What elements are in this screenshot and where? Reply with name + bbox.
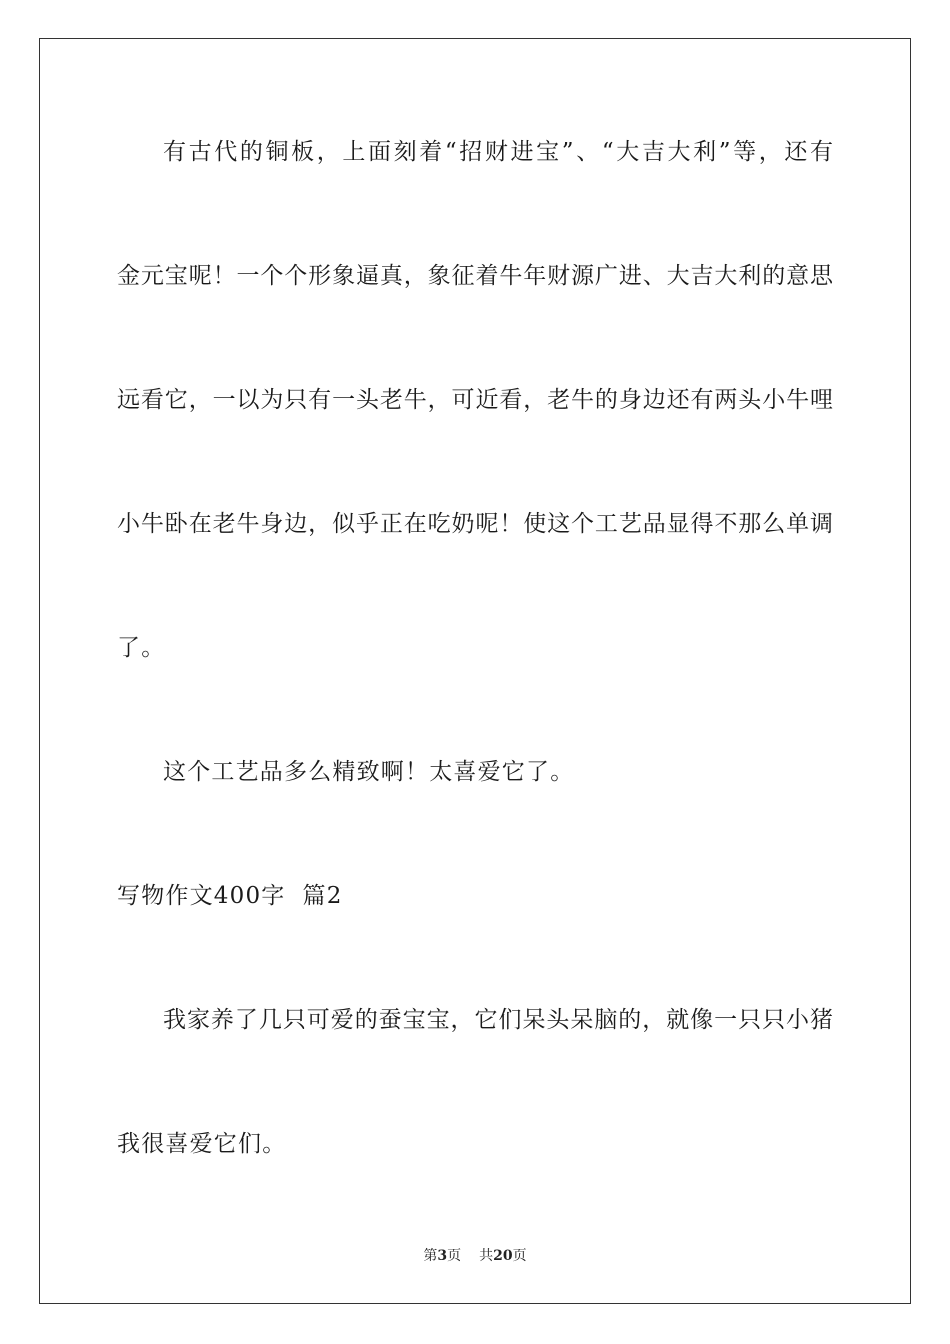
paragraph-line-3: 远看它，一以为只有一头老牛，可近看，老牛的身边还有两头小牛哩 bbox=[117, 387, 833, 413]
paragraph-line-4: 小牛卧在老牛身边，似乎正在吃奶呢！使这个工艺品显得不那么单调 bbox=[117, 511, 833, 537]
footer-page-number: 3 bbox=[437, 1248, 448, 1264]
footer-page-prefix: 第 bbox=[423, 1248, 438, 1264]
footer-total-prefix: 共 bbox=[479, 1248, 494, 1264]
paragraph-line-8: 我很喜爱它们。 bbox=[117, 1131, 287, 1157]
footer-total-pages: 20 bbox=[493, 1248, 513, 1264]
section-heading: 写物作文400字 篇2 bbox=[117, 883, 343, 909]
paragraph-line-5: 了。 bbox=[117, 635, 166, 661]
paragraph-line-2: 金元宝呢！一个个形象逼真，象征着牛年财源广进、大吉大利的意思 bbox=[117, 263, 833, 289]
footer-total-suffix: 页 bbox=[512, 1248, 527, 1264]
paragraph-line-7: 我家养了几只可爱的蚕宝宝，它们呆头呆脑的，就像一只只小猪 bbox=[163, 1007, 833, 1033]
page-border bbox=[39, 38, 911, 1304]
footer-page-suffix: 页 bbox=[447, 1248, 462, 1264]
paragraph-line-6: 这个工艺品多么精致啊！太喜爱它了。 bbox=[163, 759, 575, 785]
paragraph-line-1: 有古代的铜板，上面刻着“招财进宝”、“大吉大利”等，还有 bbox=[163, 139, 833, 165]
page-footer bbox=[0, 1246, 950, 1266]
